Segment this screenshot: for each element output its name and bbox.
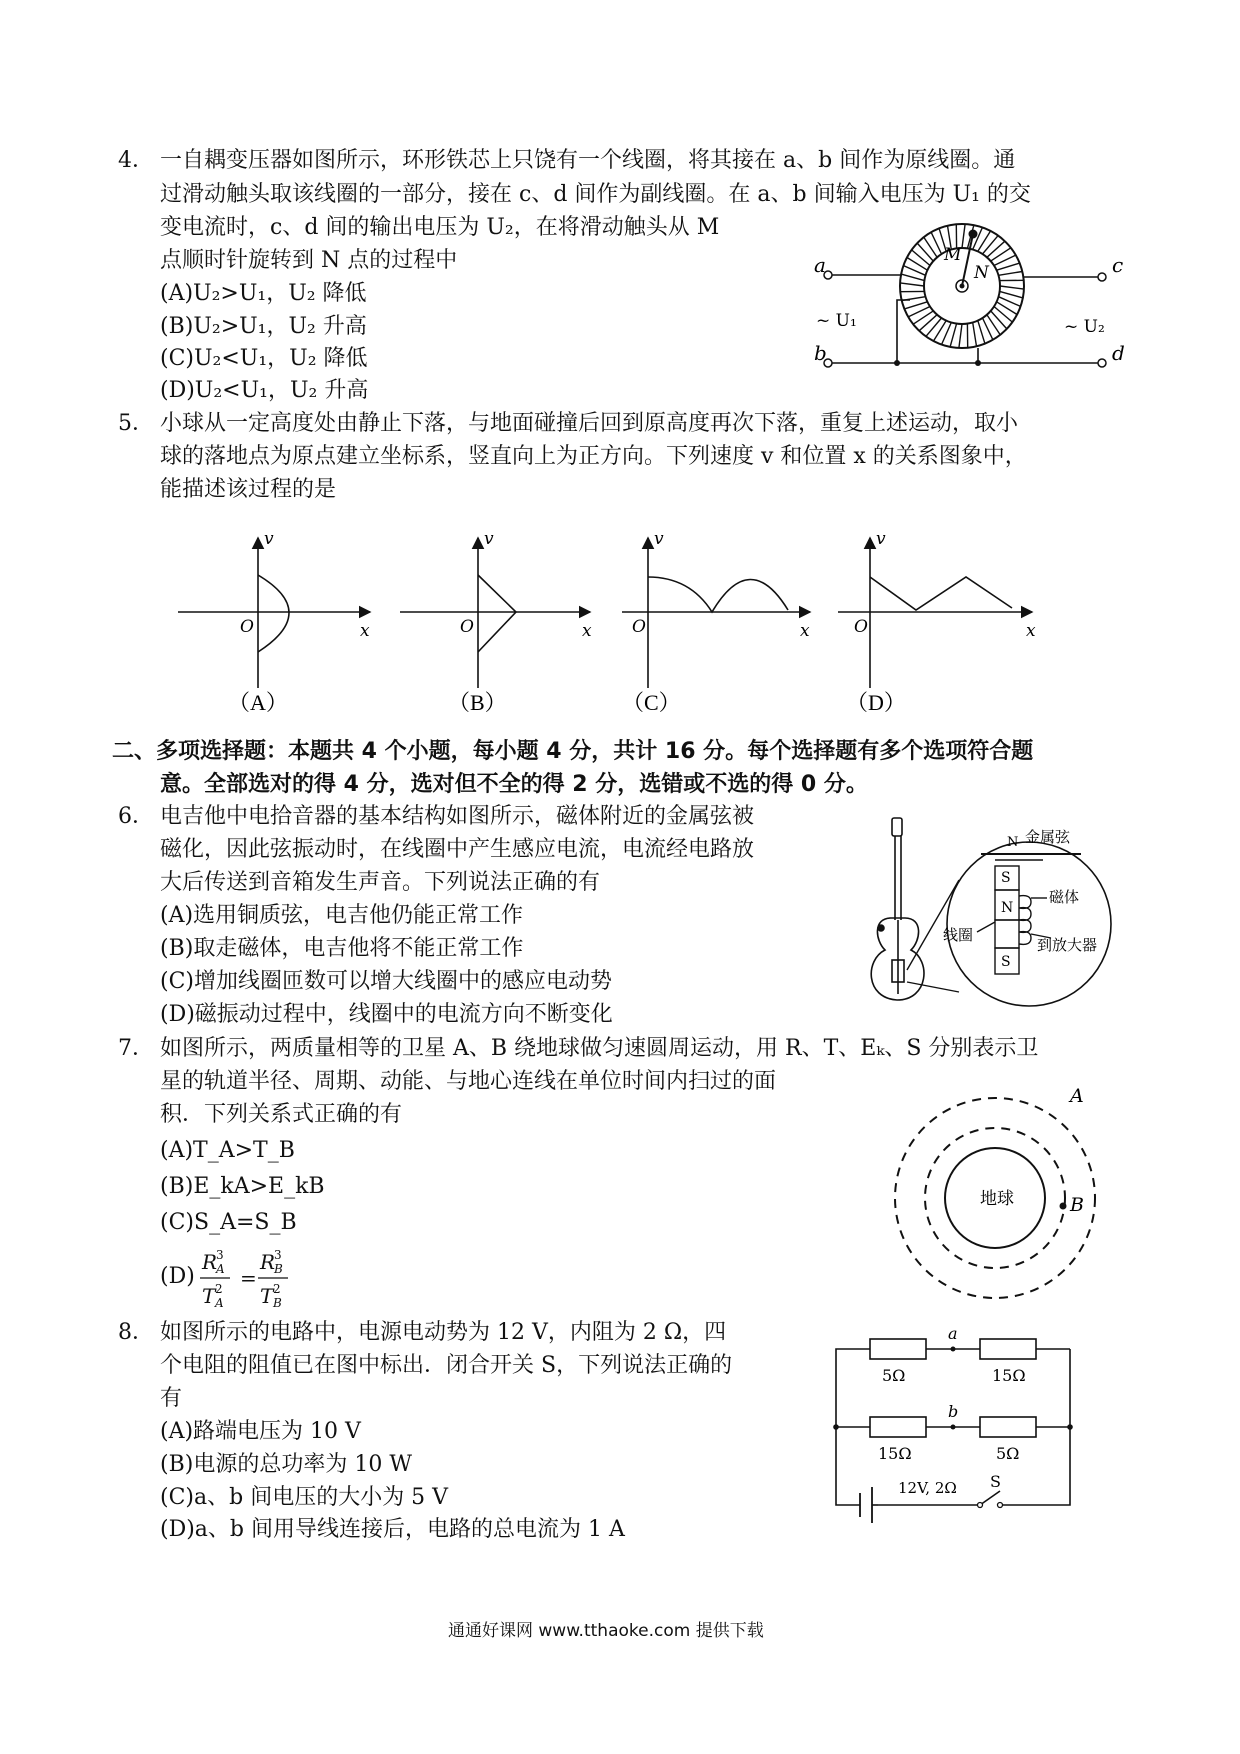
resistor-r4 xyxy=(980,1417,1036,1437)
q4-number: 4． xyxy=(118,148,154,173)
q8-circuit-figure xyxy=(830,1325,1090,1535)
resistor-r2 xyxy=(980,1339,1036,1359)
svg-text:T: T xyxy=(202,1284,216,1308)
guitar-icon xyxy=(871,818,924,1000)
q5-line-3: 能描述该过程的是 xyxy=(160,477,337,502)
q5-line-2: 球的落地点为原点建立坐标系，竖直向上为正方向。下列速度 v 和位置 x 的关系图象中， xyxy=(160,444,1027,469)
q7-option-a: (A)T_A>T_B xyxy=(160,1138,295,1163)
label-magnet: 磁体 xyxy=(1049,888,1080,906)
graph-d-caption: （D） xyxy=(846,690,906,715)
q7-line-2: 星的轨道半径、周期、动能、与地心连线在单位时间内扫过的面 xyxy=(160,1069,777,1094)
q7-option-d-prefix: (D) xyxy=(160,1264,195,1289)
svg-text:R: R xyxy=(202,1250,218,1274)
q7-option-d-formula xyxy=(198,1245,308,1311)
toroid-core xyxy=(900,224,1024,348)
label-m: M xyxy=(944,245,962,265)
graph-b-origin: O xyxy=(460,617,474,637)
label-coil: 线圈 xyxy=(943,926,974,944)
q6-option-b: (B)取走磁体，电吉他将不能正常工作 xyxy=(160,936,524,961)
resistor-r1 xyxy=(870,1339,926,1359)
zoom-circle xyxy=(947,842,1111,1006)
q5-graphs xyxy=(160,520,1060,720)
graph-d-origin: O xyxy=(854,617,868,637)
label-satellite-b: B xyxy=(1070,1194,1084,1216)
label-amplifier: 到放大器 xyxy=(1037,936,1098,954)
q7-orbit-figure xyxy=(880,1080,1120,1320)
q8-line-3: 有 xyxy=(160,1386,183,1411)
q8-line-1: 如图所示的电路中，电源电动势为 12 V，内阻为 2 Ω，四 xyxy=(160,1320,727,1345)
coil xyxy=(1019,896,1031,945)
graph-a-origin: O xyxy=(240,617,254,637)
svg-text:=: = xyxy=(240,1266,257,1290)
graph-c-origin: O xyxy=(632,617,646,637)
q7-line-3: 积．下列关系式正确的有 xyxy=(160,1102,403,1127)
q6-guitar-figure xyxy=(855,810,1135,1010)
terminal-c xyxy=(1098,273,1106,281)
q5-line-1: 小球从一定高度处由静止下落，与地面碰撞后回到原高度再次下落，重复上述运动，取小 xyxy=(160,411,1019,436)
graph-c-caption: （C） xyxy=(622,690,681,715)
label-r2: 15Ω xyxy=(992,1366,1026,1385)
label-r4: 5Ω xyxy=(996,1444,1020,1463)
page-footer: 通通好课网 www.tthaoke.com 提供下载 xyxy=(448,1621,764,1641)
graph-a-caption: （A） xyxy=(228,690,288,715)
satellite-b xyxy=(1060,1203,1067,1210)
q8-number: 8． xyxy=(118,1320,154,1345)
label-node-a: a xyxy=(948,1325,958,1343)
graph-c-v-label: v xyxy=(654,529,664,549)
graph-d-x-label: x xyxy=(1026,621,1036,641)
graph-b xyxy=(400,538,590,688)
q6-option-a: (A)选用铜质弦，电吉他仍能正常工作 xyxy=(160,903,524,928)
label-a: a xyxy=(814,253,826,277)
label-satellite-a: A xyxy=(1070,1085,1084,1107)
q6-line-3: 大后传送到音箱发生声音。下列说法正确的有 xyxy=(160,870,601,895)
label-magnet-s: S xyxy=(1001,870,1011,886)
label-earth: 地球 xyxy=(980,1189,1014,1209)
graph-c xyxy=(622,538,810,688)
q4-line-2: 过滑动触头取该线圈的一部分，接在 c、d 间作为副线圈。在 a、b 间输入电压为 U₁ 的交 xyxy=(160,182,1031,207)
section2-title-1: 二、多项选择题：本题共 4 个小题，每小题 4 分，共计 16 分。每个选择题有多个选项符合题 xyxy=(112,739,1034,764)
graph-d-v-label: v xyxy=(876,529,886,549)
graph-b-x-label: x xyxy=(582,621,592,641)
q7-option-b: (B)E_kA>E_kB xyxy=(160,1174,325,1199)
label-u2: ~ U₂ xyxy=(1064,317,1105,337)
q6-option-c: (C)增加线圈匝数可以增大线圈中的感应电动势 xyxy=(160,969,613,994)
label-b: b xyxy=(814,341,827,365)
graph-a xyxy=(178,538,370,688)
q7-option-c: (C)S_A=S_B xyxy=(160,1210,297,1235)
svg-text:R: R xyxy=(260,1250,276,1274)
svg-text:B: B xyxy=(274,1262,283,1276)
terminal-d xyxy=(1098,359,1106,367)
graph-a-v-label: v xyxy=(264,529,274,549)
label-c: c xyxy=(1112,253,1124,277)
graph-c-x-label: x xyxy=(800,621,810,641)
switch-s xyxy=(980,1491,1000,1505)
q4-line-1: 一自耦变压器如图所示，环形铁芯上只饶有一个线圈，将其接在 a、b 间作为原线圈。通 xyxy=(160,148,1016,173)
q4-transformer-figure xyxy=(810,220,1140,380)
label-string-n: N xyxy=(1007,835,1019,850)
q4-option-a: (A)U₂>U₁，U₂ 降低 xyxy=(160,281,367,306)
label-d: d xyxy=(1112,341,1125,365)
q8-line-2: 个电阻的阻值已在图中标出．闭合开关 S，下列说法正确的 xyxy=(160,1353,733,1378)
q4-option-c: (C)U₂<U₁，U₂ 降低 xyxy=(160,346,368,371)
svg-text:3: 3 xyxy=(216,1248,224,1262)
q4-option-b: (B)U₂>U₁，U₂ 升高 xyxy=(160,314,367,339)
q6-line-2: 磁化，因此弦振动时，在线圈中产生感应电流，电流经电路放 xyxy=(160,837,755,862)
q7-number: 7． xyxy=(118,1036,154,1061)
svg-text:A: A xyxy=(216,1262,225,1276)
transformer-wires xyxy=(832,275,1098,363)
svg-text:2: 2 xyxy=(215,1282,223,1296)
q4-line-3: 变电流时，c、d 间的输出电压为 U₂，在将滑动触头从 M xyxy=(160,215,720,240)
label-node-b: b xyxy=(948,1402,959,1421)
label-magnet-n: N xyxy=(1001,900,1014,916)
label-u1: ~ U₁ xyxy=(816,311,857,331)
label-bottom-s: S xyxy=(1001,954,1011,970)
q4-line-4: 点顺时针旋转到 N 点的过程中 xyxy=(160,248,458,273)
svg-text:2: 2 xyxy=(273,1282,281,1296)
q6-option-d: (D)磁振动过程中，线圈中的电流方向不断变化 xyxy=(160,1002,613,1027)
q6-number: 6． xyxy=(118,804,154,829)
label-source: 12V, 2Ω xyxy=(898,1479,957,1497)
q5-number: 5． xyxy=(118,411,154,436)
q8-option-c: (C)a、b 间电压的大小为 5 V xyxy=(160,1485,449,1510)
label-r1: 5Ω xyxy=(882,1366,906,1385)
svg-text:T: T xyxy=(260,1284,274,1308)
q8-option-b: (B)电源的总功率为 10 W xyxy=(160,1452,412,1477)
resistor-r3 xyxy=(870,1417,926,1437)
label-n: N xyxy=(974,263,989,283)
q8-option-a: (A)路端电压为 10 V xyxy=(160,1419,361,1444)
graph-b-caption: （B） xyxy=(448,690,507,715)
graph-b-v-label: v xyxy=(484,529,494,549)
svg-text:B: B xyxy=(273,1296,282,1310)
label-metal-string: 金属弦 xyxy=(1025,828,1071,846)
section2-title-2: 意。全部选对的得 4 分，选对但不全的得 2 分，选错或不选的得 0 分。 xyxy=(160,772,868,797)
q4-option-d: (D)U₂<U₁，U₂ 升高 xyxy=(160,378,369,403)
label-switch: S xyxy=(990,1472,1001,1491)
q8-option-d: (D)a、b 间用导线连接后，电路的总电流为 1 A xyxy=(160,1517,625,1542)
q6-line-1: 电吉他中电拾音器的基本结构如图所示，磁体附近的金属弦被 xyxy=(160,804,755,829)
label-r3: 15Ω xyxy=(878,1444,912,1463)
svg-text:3: 3 xyxy=(274,1248,282,1262)
battery xyxy=(860,1487,878,1523)
graph-d xyxy=(838,538,1032,688)
q7-line-1: 如图所示，两质量相等的卫星 A、B 绕地球做匀速圆周运动，用 R、T、Eₖ、S 分别表示卫 xyxy=(160,1036,1039,1061)
graph-a-x-label: x xyxy=(360,621,370,641)
svg-text:A: A xyxy=(215,1296,224,1310)
